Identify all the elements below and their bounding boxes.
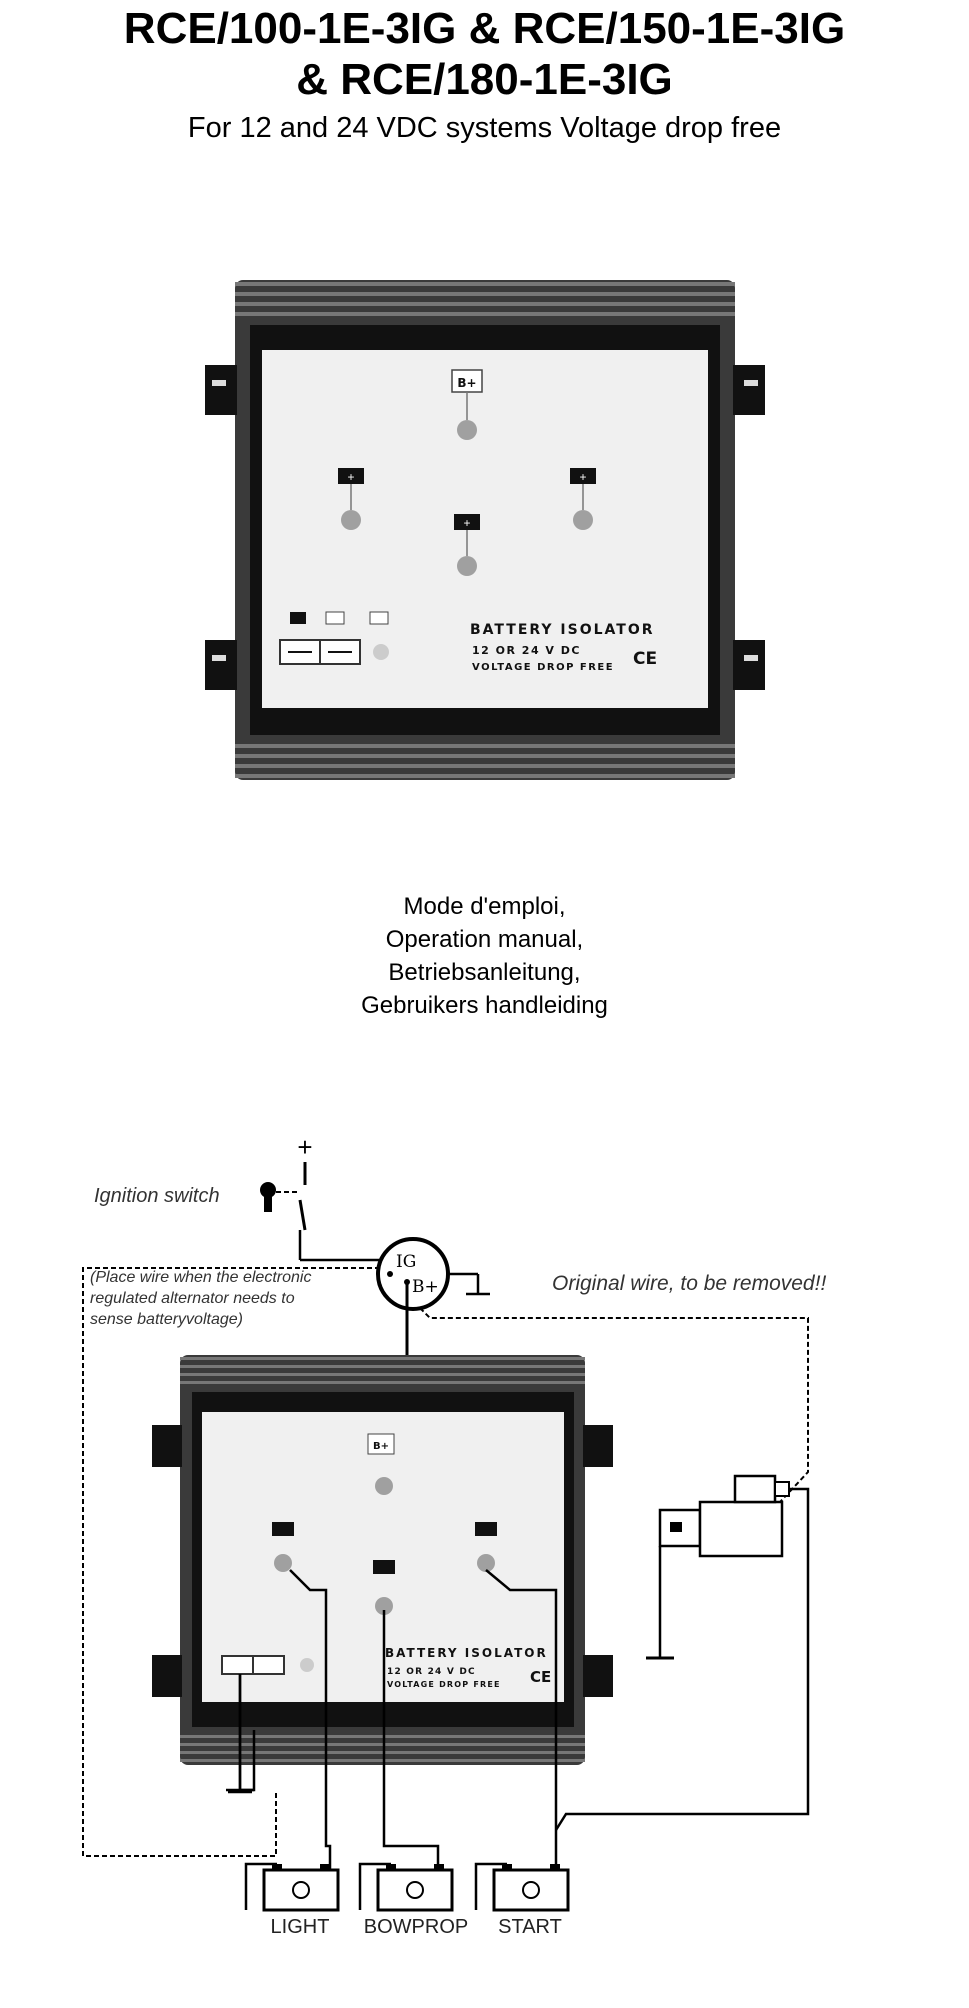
svg-text:IG: IG — [396, 1252, 417, 1272]
svg-text:+: + — [579, 470, 587, 484]
manual-title-de: Betriebsanleitung, — [388, 959, 581, 986]
manual-title-nl: Gebruikers handleiding — [361, 992, 608, 1019]
svg-text:B+: B+ — [457, 376, 477, 390]
battery-label-bowprop: BOWPROP — [363, 1916, 469, 1938]
svg-text:B+: B+ — [372, 1441, 390, 1452]
battery-label-start: START — [498, 1916, 562, 1938]
original-wire-note: Original wire, to be removed!! — [552, 1272, 827, 1295]
panel-line-3: VOLTAGE DROP FREE — [472, 662, 615, 673]
ignition-key-icon — [260, 1182, 276, 1212]
subtitle: For 12 and 24 VDC systems Voltage drop free — [187, 112, 782, 144]
svg-text:+: + — [347, 470, 355, 484]
svg-text:B+: B+ — [412, 1277, 439, 1297]
starter-motor-icon — [660, 1476, 789, 1556]
sense-wire-note-line1: (Place wire when the electronic — [90, 1269, 312, 1286]
plus-sign: + — [297, 1132, 313, 1162]
battery-bowprop-icon — [360, 1864, 452, 1910]
device-illustration-top — [0, 270, 969, 790]
manual-title-fr: Mode d'emploi, — [403, 893, 566, 920]
manual-title-en: Operation manual, — [385, 926, 584, 953]
svg-text:12 OR 24 V DC: 12 OR 24 V DC — [387, 1667, 476, 1677]
svg-text:BATTERY ISOLATOR: BATTERY ISOLATOR — [385, 1646, 548, 1660]
svg-text:+: + — [463, 516, 471, 530]
svg-text:CE: CE — [530, 1668, 552, 1686]
sense-wire-note-line2: regulated alternator needs to — [90, 1290, 295, 1307]
battery-start-icon — [476, 1864, 568, 1910]
panel-title: BATTERY ISOLATOR — [470, 622, 655, 638]
battery-label-light: LIGHT — [270, 1916, 330, 1938]
svg-text:VOLTAGE DROP FREE: VOLTAGE DROP FREE — [387, 1680, 501, 1689]
device-illustration-bottom — [152, 1355, 613, 1765]
alternator-icon — [378, 1239, 448, 1309]
title-line-1: RCE/100-1E-3IG & RCE/150-1E-3IG — [123, 4, 846, 53]
title-line-2: & RCE/180-1E-3IG — [296, 55, 673, 104]
wiring-diagram — [0, 1130, 969, 1990]
ce-mark: CE — [633, 649, 658, 669]
sense-wire-note-line3: sense batteryvoltage) — [90, 1311, 243, 1328]
manual-titles — [0, 890, 969, 1022]
ignition-switch-label: Ignition switch — [94, 1185, 220, 1207]
panel-line-2: 12 OR 24 V DC — [472, 644, 581, 657]
battery-light-icon — [246, 1864, 338, 1910]
